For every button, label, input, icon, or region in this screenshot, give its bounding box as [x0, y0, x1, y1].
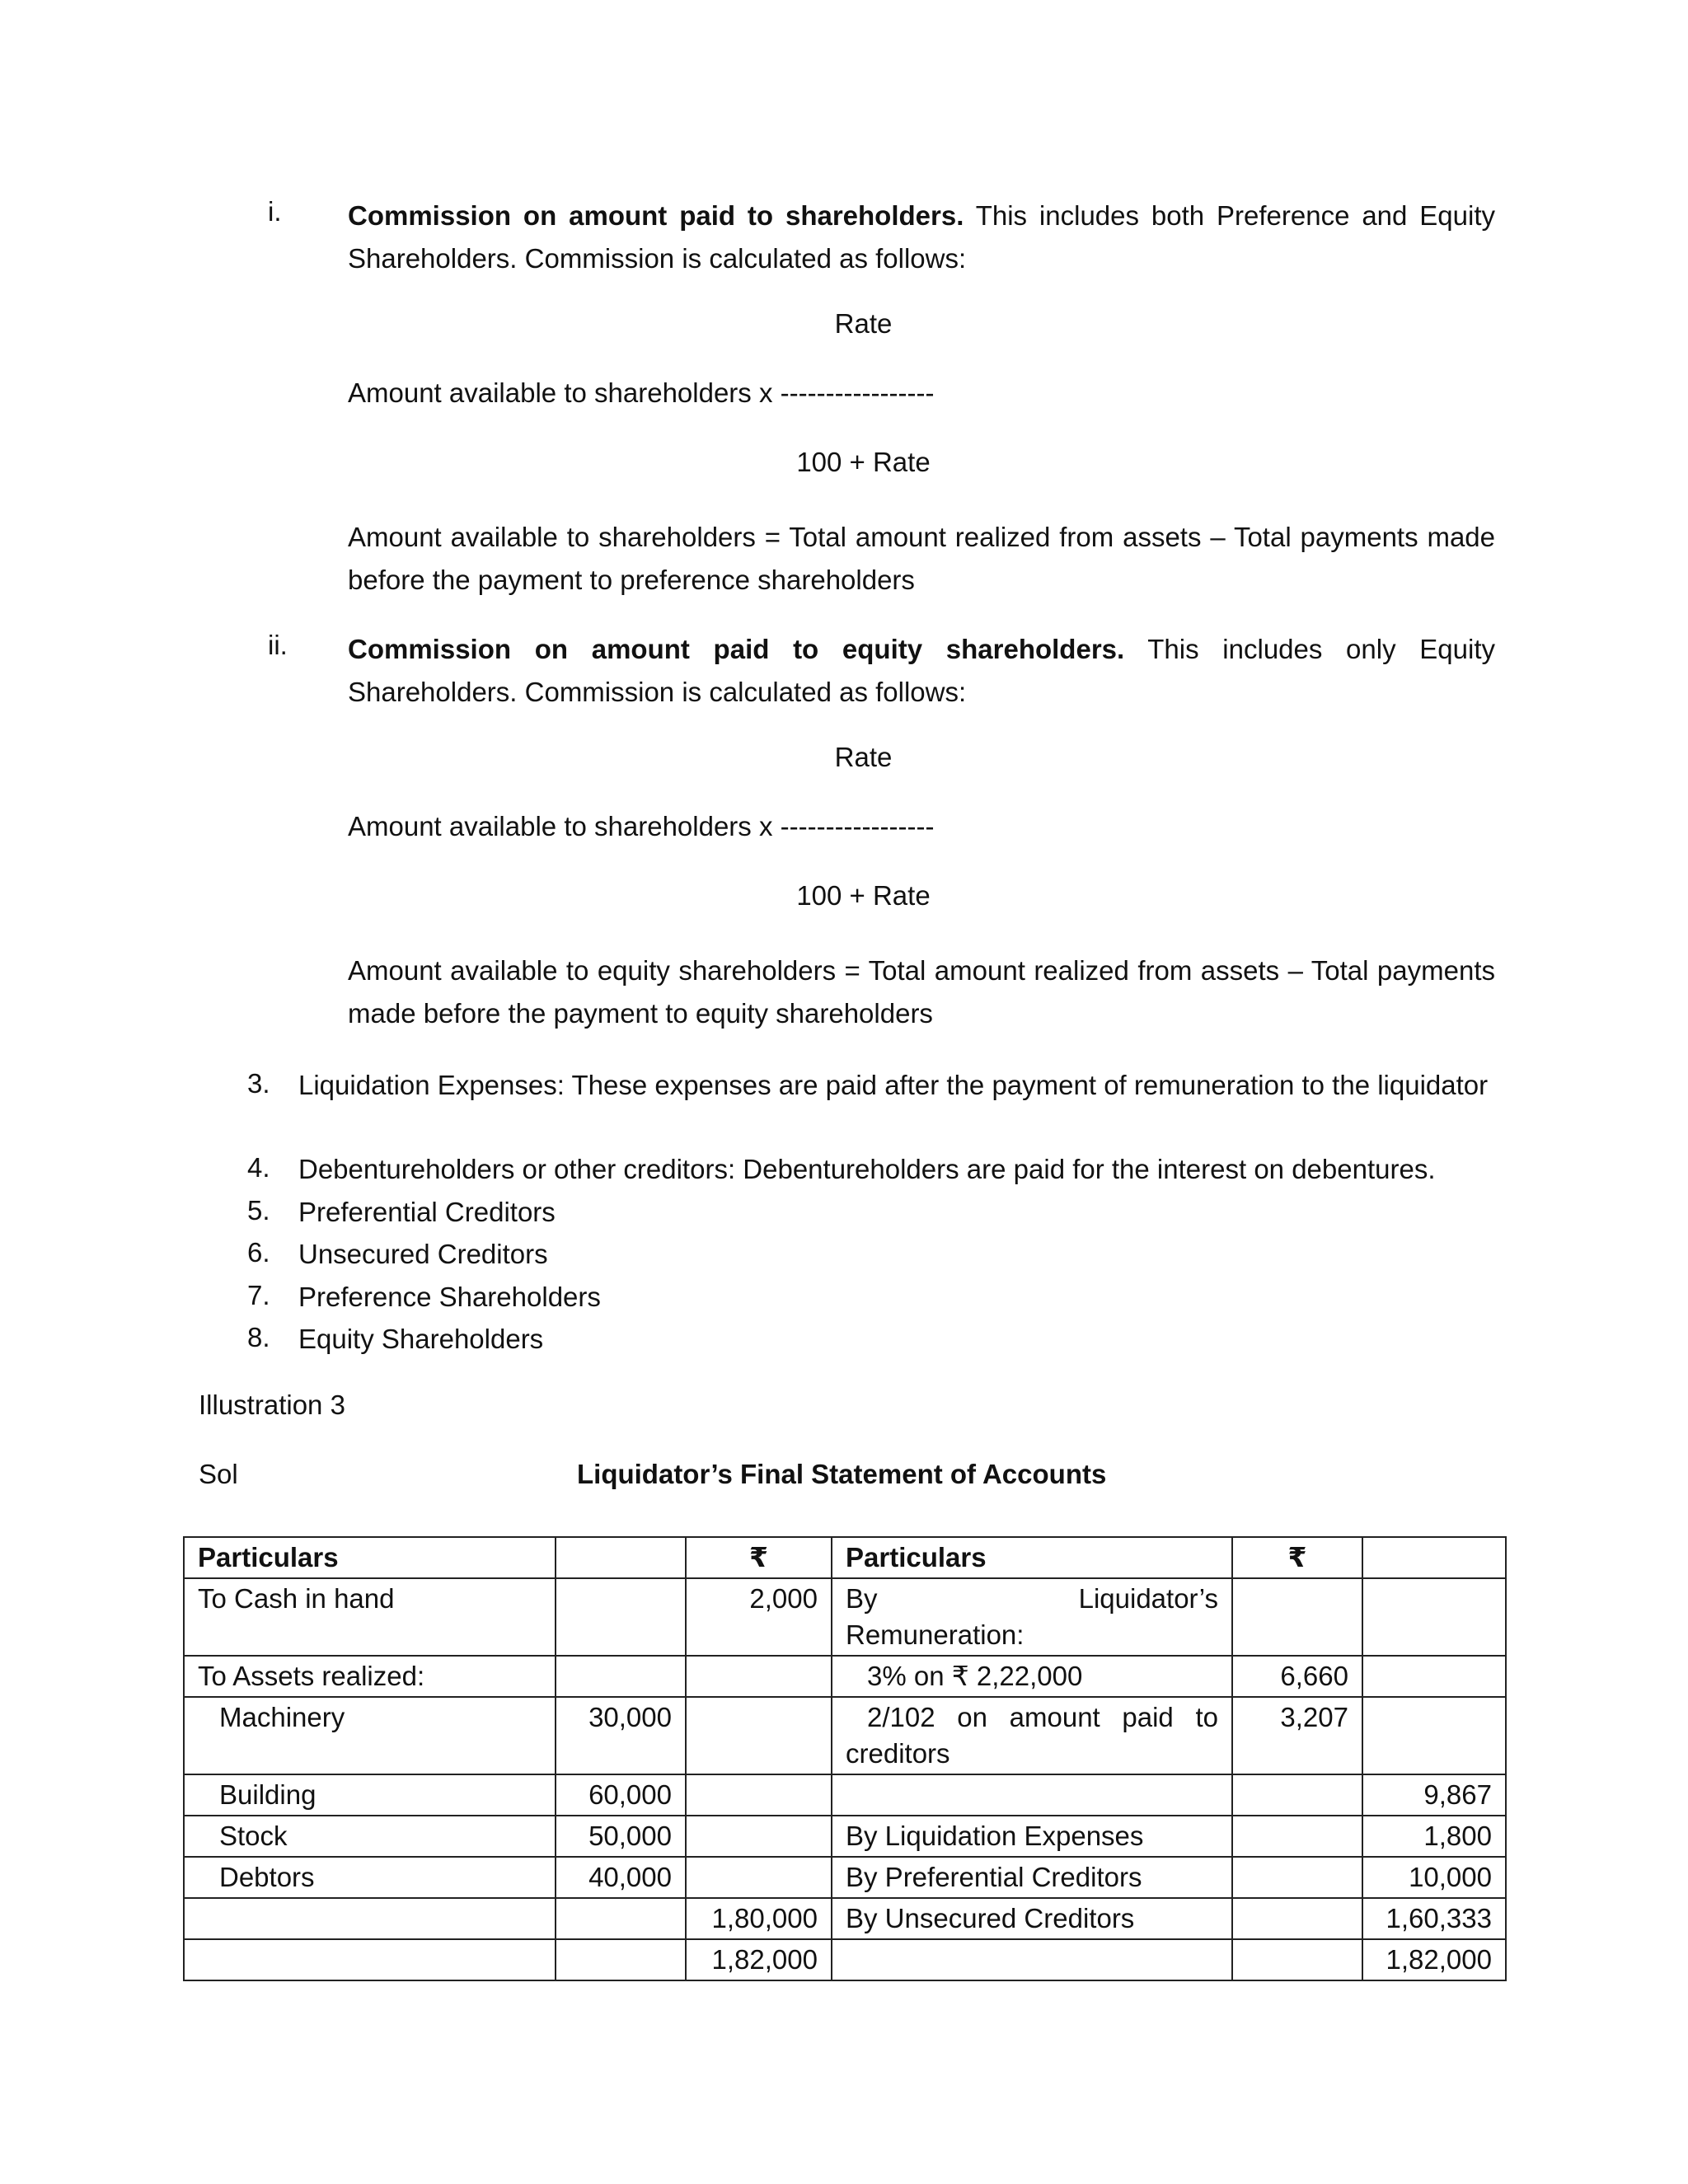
- list-number: 7.: [247, 1280, 270, 1310]
- creditors-commission-label: 2/102 on amount paid to creditors: [846, 1702, 1218, 1769]
- remuneration-total: 9,867: [1362, 1774, 1506, 1816]
- formula-denominator: 100 + Rate: [796, 880, 931, 911]
- machinery-label: Machinery: [184, 1697, 556, 1774]
- table-cell-empty: [1232, 1816, 1362, 1857]
- list-item: Debentureholders or other creditors: Debentureholders are paid for the interest on debentures.: [298, 1154, 1436, 1184]
- creditors-commission-amount: 3,207: [1232, 1697, 1362, 1774]
- remuneration-rate-label: 3% on ₹ 2,22,000: [832, 1656, 1232, 1697]
- table-cell-empty: [686, 1774, 832, 1816]
- table-cell-empty: [1232, 1774, 1362, 1816]
- formula-left: Amount available to shareholders x -----------------: [348, 811, 935, 841]
- table-cell-empty: [556, 1898, 686, 1939]
- table-cell-empty: [1232, 1857, 1362, 1898]
- table-cell-empty: [1232, 1939, 1362, 1980]
- liquidator-remuneration-cell: [832, 1578, 1232, 1656]
- unsecured-creditors-amount: 1,60,333: [1362, 1898, 1506, 1939]
- table-row: [184, 1656, 1506, 1697]
- item-marker: ii.: [268, 630, 288, 660]
- liquidator-statement-table: [183, 1536, 1507, 1981]
- definition-text: Amount available to shareholders = Total amount realized from assets – Total payments made before the payment to preference shareholders: [348, 522, 1495, 595]
- preferential-creditors-label: By Preferential Creditors: [832, 1857, 1232, 1898]
- table-row: [184, 1578, 1506, 1656]
- table-cell-empty: [184, 1939, 556, 1980]
- stock-label: Stock: [184, 1816, 556, 1857]
- table-cell-empty: [556, 1939, 686, 1980]
- liquidation-expenses-amount: 1,800: [1362, 1816, 1506, 1857]
- table-cell-empty: [1232, 1578, 1362, 1656]
- table-total-row: [184, 1939, 1506, 1980]
- debtors-amount: 40,000: [556, 1857, 686, 1898]
- table-cell-empty: [556, 1656, 686, 1697]
- list-number: 5.: [247, 1195, 270, 1226]
- formula-numerator: Rate: [834, 742, 893, 772]
- list-item: Preferential Creditors: [298, 1197, 556, 1227]
- formula-denominator: 100 + Rate: [796, 447, 931, 477]
- table-cell-empty: [1362, 1537, 1506, 1578]
- list-number: 6.: [247, 1237, 270, 1268]
- table-cell-empty: [686, 1656, 832, 1697]
- item-heading: Commission on amount paid to equity shareholders.: [348, 634, 1125, 664]
- liquidation-expenses-label: By Liquidation Expenses: [832, 1816, 1232, 1857]
- item-text: This includes only Equity Shareholders. Commission is calculated as follows:: [348, 634, 1495, 707]
- right-grand-total: 1,82,000: [1362, 1939, 1506, 1980]
- remuneration-word: Remuneration:: [846, 1619, 1025, 1650]
- illustration-label: Illustration 3: [199, 1390, 345, 1420]
- table-cell-empty: [556, 1578, 686, 1656]
- remuneration-by: By: [846, 1583, 878, 1614]
- table-row: [184, 1697, 1506, 1774]
- item-marker: i.: [268, 196, 282, 227]
- cash-label: To Cash in hand: [184, 1578, 556, 1656]
- header-rupee-right: ₹: [1232, 1537, 1362, 1578]
- remuneration-liquidator: Liquidator’s: [1078, 1583, 1218, 1614]
- item-text: This includes both Preference and Equity Shareholders. Commission is calculated as follows:: [348, 200, 1496, 274]
- list-item: Equity Shareholders: [298, 1324, 544, 1354]
- table-cell-empty: [832, 1774, 1232, 1816]
- creditors-commission-cell: [832, 1697, 1232, 1774]
- header-particulars-left: Particulars: [184, 1537, 556, 1578]
- formula-left: Amount available to shareholders x -----------------: [348, 377, 935, 408]
- table-cell-empty: [686, 1816, 832, 1857]
- building-label: Building: [184, 1774, 556, 1816]
- table-cell-empty: [184, 1898, 556, 1939]
- table-row: [184, 1857, 1506, 1898]
- formula-numerator: Rate: [834, 308, 893, 339]
- item-paragraph: [348, 194, 1495, 280]
- assets-label: To Assets realized:: [184, 1656, 556, 1697]
- definition-text: Amount available to equity shareholders = Total amount realized from assets – Total payments made before the payment to equity shareholders: [348, 955, 1495, 1029]
- table-cell-empty: [1362, 1578, 1506, 1656]
- remuneration-line: [846, 1581, 1218, 1617]
- debtors-label: Debtors: [184, 1857, 556, 1898]
- header-particulars-right: Particulars: [832, 1537, 1232, 1578]
- table-row: [184, 1816, 1506, 1857]
- sol-label: Sol: [199, 1459, 238, 1489]
- table-cell-empty: [1362, 1697, 1506, 1774]
- item-heading: Commission on amount paid to shareholders.: [348, 200, 964, 231]
- assets-subtotal: 1,80,000: [686, 1898, 832, 1939]
- remuneration-rate-amount: 6,660: [1232, 1656, 1362, 1697]
- header-rupee-left: ₹: [686, 1537, 832, 1578]
- list-item: Unsecured Creditors: [298, 1239, 548, 1269]
- table-cell-empty: [1232, 1898, 1362, 1939]
- table-cell-empty: [556, 1537, 686, 1578]
- table-row: [184, 1898, 1506, 1939]
- building-amount: 60,000: [556, 1774, 686, 1816]
- table-cell-empty: [1362, 1656, 1506, 1697]
- list-number: 3.: [247, 1068, 270, 1099]
- item-paragraph: [348, 628, 1495, 714]
- table-cell-empty: [686, 1857, 832, 1898]
- table-cell-empty: [832, 1939, 1232, 1980]
- unsecured-creditors-label: By Unsecured Creditors: [832, 1898, 1232, 1939]
- list-number: 8.: [247, 1322, 270, 1352]
- table-row: [184, 1774, 1506, 1816]
- list-item: Liquidation Expenses: These expenses are paid after the payment of remuneration to the liquidator: [298, 1070, 1489, 1100]
- table-header-row: [184, 1537, 1506, 1578]
- list-number: 4.: [247, 1152, 270, 1183]
- list-item: Preference Shareholders: [298, 1282, 601, 1312]
- machinery-amount: 30,000: [556, 1697, 686, 1774]
- stock-amount: 50,000: [556, 1816, 686, 1857]
- cash-amount: 2,000: [686, 1578, 832, 1656]
- statement-title: Liquidator’s Final Statement of Accounts: [577, 1459, 1107, 1489]
- table-cell-empty: [686, 1697, 832, 1774]
- left-grand-total: 1,82,000: [686, 1939, 832, 1980]
- preferential-creditors-amount: 10,000: [1362, 1857, 1506, 1898]
